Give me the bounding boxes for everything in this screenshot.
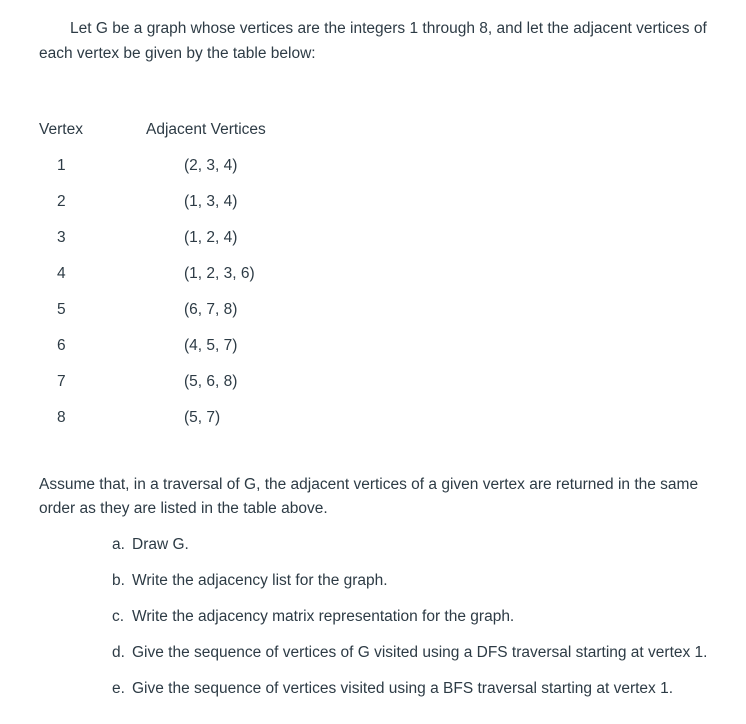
question-marker: e.	[112, 680, 125, 697]
adjacent-cell: (5, 6, 8)	[184, 373, 238, 390]
question-text: Write the adjacency matrix representation for the graph.	[132, 608, 515, 625]
vertex-cell: 6	[57, 337, 66, 354]
adjacent-cell: (6, 7, 8)	[184, 301, 238, 318]
question-list	[112, 532, 707, 712]
adjacent-cell: (1, 2, 4)	[184, 229, 238, 246]
table-row	[39, 220, 266, 256]
table-row	[39, 292, 266, 328]
adjacent-column-header: Adjacent Vertices	[146, 121, 266, 138]
question-text: Draw G.	[132, 536, 189, 553]
question-text: Give the sequence of vertices of G visited using a DFS traversal starting at vertex 1.	[132, 644, 708, 661]
question-text: Give the sequence of vertices visited using a BFS traversal starting at vertex 1.	[132, 680, 674, 697]
table-row	[39, 256, 266, 292]
table-row	[39, 328, 266, 364]
vertex-column-header: Vertex	[39, 121, 83, 138]
question-item	[112, 604, 707, 640]
question-text: Write the adjacency list for the graph.	[132, 572, 388, 589]
vertex-cell: 8	[57, 409, 66, 426]
table-row	[39, 184, 266, 220]
adjacent-cell: (1, 3, 4)	[184, 193, 238, 210]
question-marker: a.	[112, 536, 125, 553]
adjacent-cell: (2, 3, 4)	[184, 157, 238, 174]
table-row	[39, 400, 266, 436]
question-item	[112, 532, 707, 568]
adjacent-cell: (1, 2, 3, 6)	[184, 265, 255, 282]
question-item	[112, 640, 707, 676]
vertex-cell: 4	[57, 265, 66, 282]
table-row	[39, 148, 266, 184]
intro-paragraph: Let G be a graph whose vertices are the integers 1 through 8, and let the adjacent vertices of each vertex be given by the table below:	[39, 20, 707, 62]
question-marker: b.	[112, 572, 125, 589]
table-header-row	[39, 112, 266, 148]
table-row	[39, 364, 266, 400]
vertex-cell: 5	[57, 301, 66, 318]
adjacent-cell: (4, 5, 7)	[184, 337, 238, 354]
adjacency-table	[39, 112, 266, 436]
question-marker: d.	[112, 644, 125, 661]
vertex-cell: 3	[57, 229, 66, 246]
adjacent-cell: (5, 7)	[184, 409, 221, 426]
vertex-cell: 2	[57, 193, 66, 210]
vertex-cell: 7	[57, 373, 66, 390]
question-item	[112, 676, 707, 712]
question-marker: c.	[112, 608, 125, 625]
assumption-paragraph: Assume that, in a traversal of G, the adjacent vertices of a given vertex are returned in the same order as they are listed in the table above.	[39, 476, 699, 517]
question-item	[112, 568, 707, 604]
vertex-cell: 1	[57, 157, 66, 174]
